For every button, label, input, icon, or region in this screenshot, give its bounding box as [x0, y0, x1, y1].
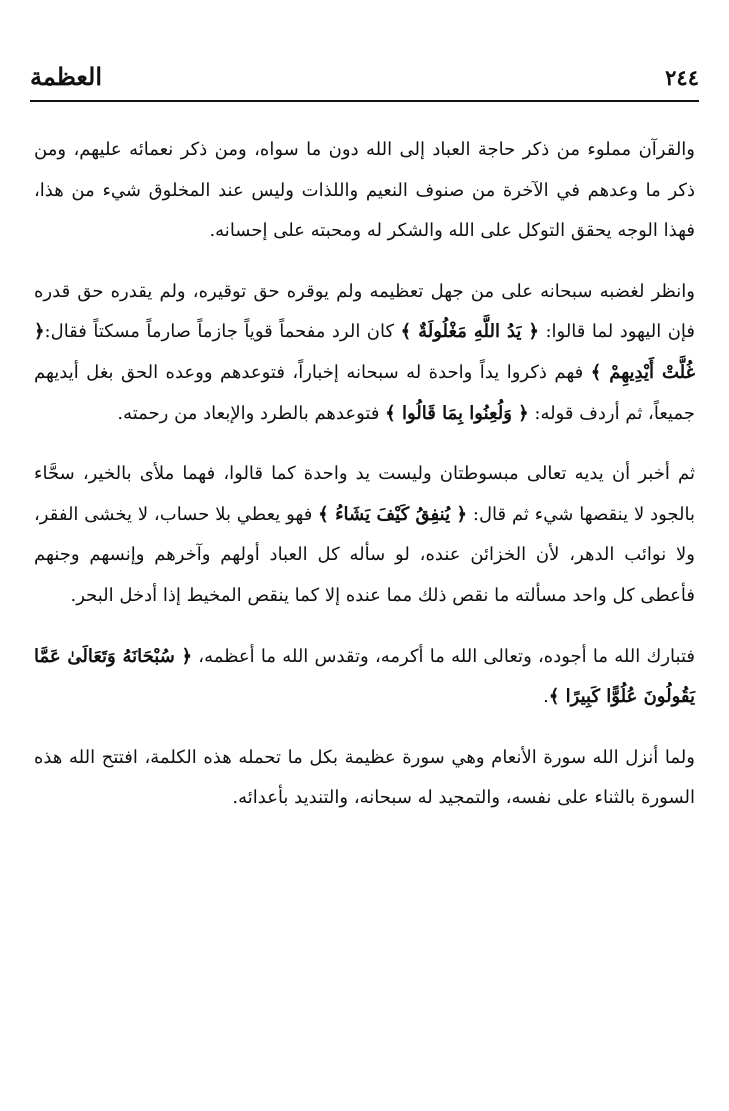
paragraph [34, 637, 695, 718]
paragraph [34, 454, 695, 616]
header-divider [30, 100, 699, 102]
paragraph [34, 130, 695, 252]
text-segment: فتبارك الله ما أجوده، وتعالى الله ما أكرمه، وتقدس الله ما أعظمه، [192, 645, 695, 667]
running-title: العظمة [30, 62, 102, 91]
text-segment: فتوعدهم بالطرد والإبعاد من رحمته. [117, 402, 386, 424]
quran-verse: ﴿ سُبْحَانَهُ وَتَعَالَىٰ عَمَّا يَقُولُونَ عُلُوًّا كَبِيرًا ﴾ [34, 645, 695, 708]
page-header [30, 62, 699, 102]
text-segment: كان الرد مفحماً قوياً جازماً صارماً مسكتاً فقال: [44, 321, 401, 343]
quran-verse: ﴿ يَدُ اللَّهِ مَغْلُولَةٌ ﴾ [400, 321, 539, 343]
quran-verse: ﴿ يُنفِقُ كَيْفَ يَشَاءُ ﴾ [318, 503, 468, 525]
paragraph [34, 738, 695, 819]
paragraph [34, 272, 695, 434]
text-segment: ثم أخبر أن يديه تعالى مبسوطتان وليست يد واحدة كما قالوا، فهما ملأى بالخير، سحَّاء بالجود لا ينقصها شيء ثم قال: [34, 463, 695, 525]
body-text [34, 130, 695, 839]
text-segment: فهو يعطي بلا حساب، لا يخشى الفقر، ولا نوائب الدهر، لأن الخزائن عنده، لو سأله كل العباد أولهم وآخرهم وإنسهم وجنهم فأعطى كل واحد مسألته ما نقص ذلك مما عنده إلا كما ينقص المخيط إذا أدخل البحر. [34, 503, 695, 606]
quran-verse: ﴿ غُلَّتْ أَيْدِيهِمْ ﴾ [34, 321, 695, 383]
text-segment: فهم ذكروا يداً واحدة له سبحانه إخباراً، فتوعدهم ووعده الحق بغل أيديهم جميعاً، ثم أردف قوله: [34, 361, 695, 424]
text-segment: ولما أنزل الله سورة الأنعام وهي سورة عظيمة بكل ما تحمله هذه الكلمة، افتتح الله هذه السورة بالثناء على نفسه، والتمجيد له سبحانه، والتنديد بأعدائه. [34, 746, 695, 809]
page-number: ٢٤٤ [665, 65, 699, 90]
text-segment: وانظر لغضبه سبحانه على من جهل تعظيمه ولم يوقره حق توقيره، ولم يقدره حق قدره فإن اليهود لما قالوا: [34, 280, 695, 343]
quran-verse: ﴿ وَلُعِنُوا بِمَا قَالُوا ﴾ [385, 402, 529, 424]
text-segment: . [543, 686, 549, 708]
text-segment: والقرآن مملوء من ذكر حاجة العباد إلى الله دون ما سواه، ومن ذكر نعمائه عليهم، ومن ذكر ما وعدهم في الآخرة من صنوف النعيم واللذات وليس عند المخلوق شيء من هذا، فهذا الوجه يحقق التوكل على الله والشكر له ومحبته على إحسانه. [34, 139, 695, 242]
